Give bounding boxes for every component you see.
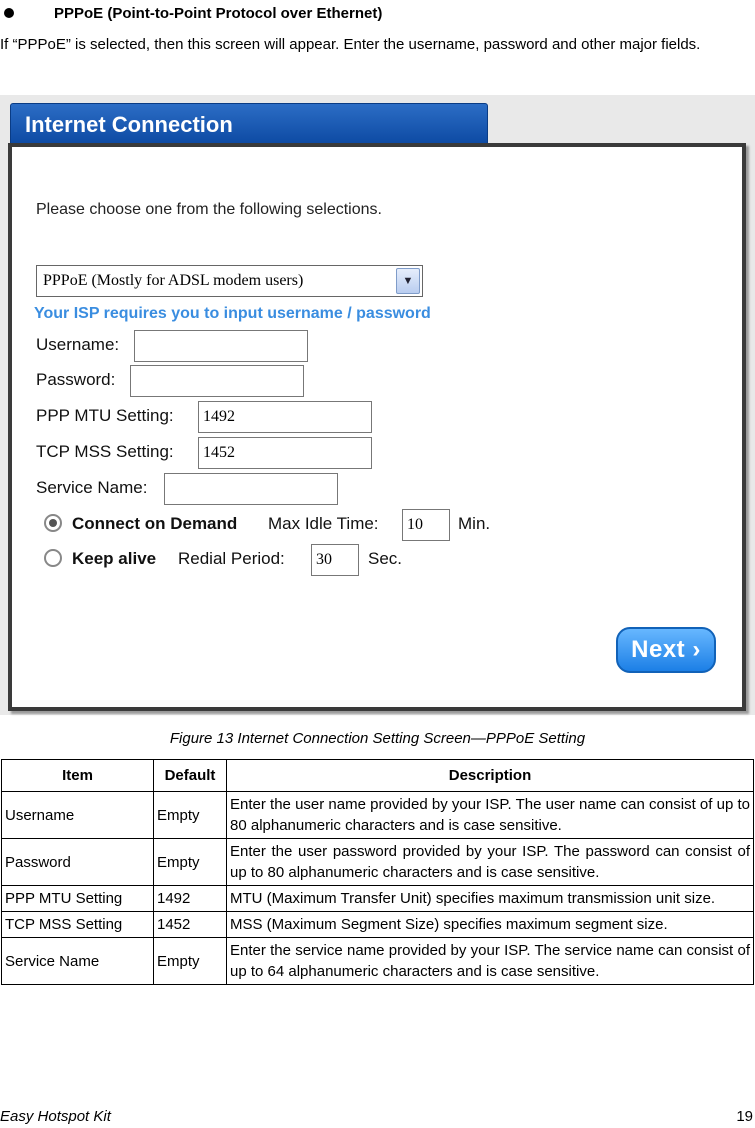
cell-description: MTU (Maximum Transfer Unit) specifies maximum transmission unit size. xyxy=(227,886,754,912)
section-heading xyxy=(0,2,382,24)
connect-on-demand-label: Connect on Demand xyxy=(72,514,238,533)
username-label: Username: xyxy=(36,335,120,354)
cell-item: TCP MSS Setting xyxy=(2,912,154,938)
keep-alive-radio[interactable] xyxy=(44,549,62,567)
cell-default: Empty xyxy=(154,938,227,985)
cell-description: MSS (Maximum Segment Size) specifies maximum segment size. xyxy=(227,912,754,938)
mtu-label: PPP MTU Setting: xyxy=(36,406,174,425)
connection-type-select[interactable] xyxy=(36,265,423,297)
select-value: PPPoE (Mostly for ADSL modem users) xyxy=(43,272,304,289)
internet-connection-screenshot xyxy=(0,95,755,715)
mss-input[interactable] xyxy=(198,437,372,469)
service-name-label: Service Name: xyxy=(36,478,148,497)
chevron-down-icon[interactable]: ▼ xyxy=(396,268,420,294)
selection-prompt: Please choose one from the following selections. xyxy=(36,201,382,218)
connect-on-demand-radio[interactable] xyxy=(44,514,62,532)
cell-item: PPP MTU Setting xyxy=(2,886,154,912)
redial-input[interactable] xyxy=(311,544,359,576)
mtu-value: 1492 xyxy=(203,408,235,425)
table-row xyxy=(2,792,754,839)
screenshot-panel xyxy=(8,143,746,711)
cell-default: 1492 xyxy=(154,886,227,912)
heading-text: PPPoE (Point-to-Point Protocol over Ethernet) xyxy=(54,4,383,22)
table-row xyxy=(2,938,754,985)
cell-item: Service Name xyxy=(2,938,154,985)
cell-default: Empty xyxy=(154,839,227,886)
mtu-input[interactable] xyxy=(198,401,372,433)
intro-paragraph: If “PPPoE” is selected, then this screen will appear. Enter the username, password and other major fields. xyxy=(0,36,701,53)
max-idle-value: 10 xyxy=(407,516,423,533)
keep-alive-label: Keep alive xyxy=(72,549,157,568)
redial-value: 30 xyxy=(316,551,332,568)
cell-default: 1452 xyxy=(154,912,227,938)
username-input[interactable] xyxy=(134,330,308,362)
header-description: Description xyxy=(227,760,754,792)
header-default: Default xyxy=(154,760,227,792)
cell-description: Enter the service name provided by your ISP. The service name can consist of up to 64 alphanumeric characters and is case sensitive. xyxy=(227,938,754,985)
table-row xyxy=(2,912,754,938)
page-number: 19 xyxy=(736,1108,753,1125)
table-header-row xyxy=(2,760,754,792)
mss-value: 1452 xyxy=(203,444,235,461)
figure-caption: Figure 13 Internet Connection Setting Screen—PPPoE Setting xyxy=(169,730,586,747)
cell-description: Enter the user password provided by your ISP. The password can consist of up to 80 alphanumeric characters and is case sensitive. xyxy=(227,839,754,886)
isp-note: Your ISP requires you to input username / password xyxy=(34,305,431,322)
max-idle-label: Max Idle Time: xyxy=(268,514,379,533)
cell-item: Username xyxy=(2,792,154,839)
password-label: Password: xyxy=(36,370,116,389)
max-idle-input[interactable] xyxy=(402,509,450,541)
bullet-icon xyxy=(4,8,14,18)
table-row xyxy=(2,886,754,912)
password-input[interactable] xyxy=(130,365,304,397)
cell-default: Empty xyxy=(154,792,227,839)
settings-table xyxy=(1,759,754,985)
max-idle-unit: Min. xyxy=(458,514,491,533)
cell-description: Enter the user name provided by your ISP. The user name can consist of up to 80 alphanumeric characters and is case sensitive. xyxy=(227,792,754,839)
header-item: Item xyxy=(2,760,154,792)
screenshot-tab xyxy=(10,103,488,145)
table-row xyxy=(2,839,754,886)
cell-item: Password xyxy=(2,839,154,886)
screenshot-tab-title: Internet Connection xyxy=(25,112,233,137)
footer-title: Easy Hotspot Kit xyxy=(0,1108,111,1125)
redial-label: Redial Period: xyxy=(178,549,285,568)
service-name-input[interactable] xyxy=(164,473,338,505)
redial-unit: Sec. xyxy=(368,549,403,568)
next-button[interactable]: Next › xyxy=(616,627,716,673)
mss-label: TCP MSS Setting: xyxy=(36,442,174,461)
